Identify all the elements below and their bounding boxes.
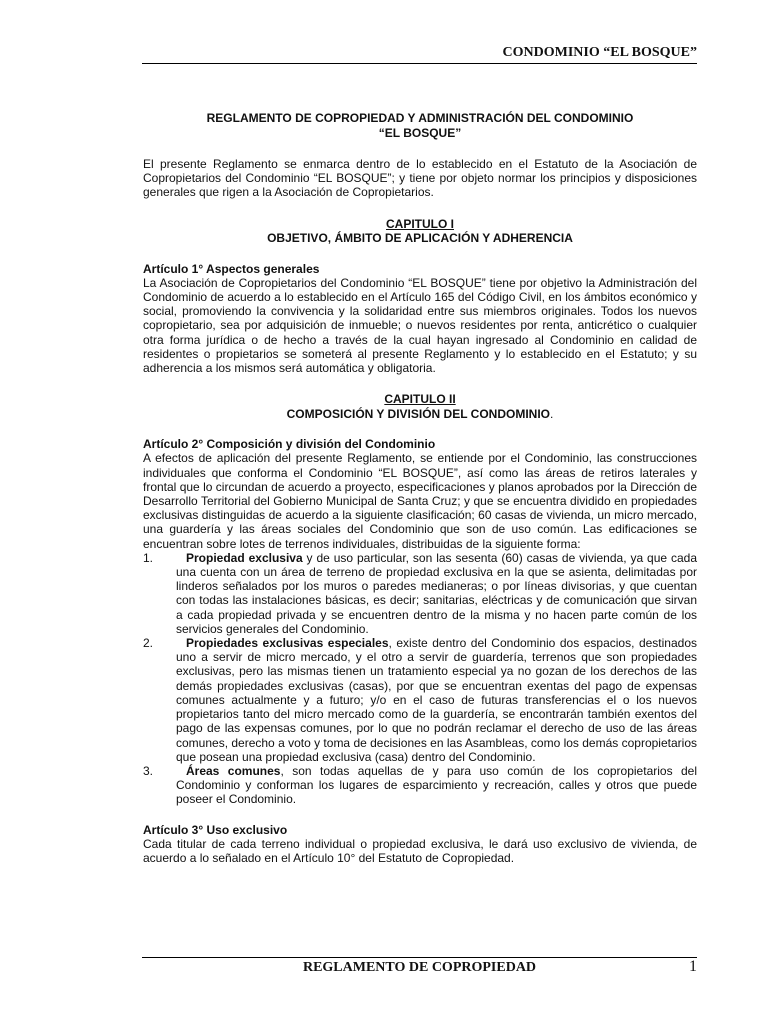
article-3-body: Cada titular de cada terreno individual o propiedad exclusiva, le dará uso exclusivo de vivienda, de acuerdo a lo señalado en el Artículo 10° del Estatuto de Copropiedad.: [143, 836, 697, 865]
page-footer: [142, 957, 697, 975]
article-1-body: La Asociación de Copropietarios del Condominio “EL BOSQUE” tiene por objetivo la Administración del Condominio de acuerdo a lo establecido en el Artículo 165 del Código Civil, en los ámbitos económico y social, promoviendo la convivencia y la solidaridad entre sus miembros originales. Todos los nuevos copropietario, sea por adquisición de inmueble; o nuevos residentes por renta, anticrético o cualquier otra forma jurídica o de hecho a través de la cual hayan ingresado al Condominio en calidad de residentes o propietarios se someterá al presente Reglamento y lo establecido en el Estatuto; y su adherencia a los mismos será automática y obligatoria.: [143, 275, 697, 376]
article-2-body: A efectos de aplicación del presente Reglamento, se entiende por el Condominio, las construcciones individuales que conforma el Condominio “EL BOSQUE”, así como las áreas de retiros laterales y frontal que lo circundan de acuerdo a proyecto, especificaciones y planos aprobados por la Dirección de Desarrollo Territorial del Gobierno Municipal de Santa Cruz; y que se encuentra dividido en propiedades exclusivas distinguidas de acuerdo a la siguiente clasificación; 60 casas de vivienda, un micro mercado, una guardería y las áreas sociales del Condominio que son de uso común. Las edificaciones se encuentran sobre lotes de terrenos individuales, distribuidas de la siguiente forma:: [143, 451, 697, 551]
list-item-lead: Áreas comunes: [186, 763, 281, 778]
chapter-2-title-suffix: .: [550, 406, 554, 421]
list-item-lead: Propiedades exclusivas especiales: [186, 636, 389, 651]
list-item-text: , existe dentro del Condominio dos espacios, destinados uno a servir de micro mercado, y el otro a servir de guardería, terrenos que son propiedades exclusivas, pero las mismas tienen un tratamiento especial ya no gozan de los derechos de las demás propiedades exclusivas (casas), por que se encuentran exentas del pago de expensas comunes actualmente y a futuro; y/o en el caso de futuras transferencias el o los nuevos propietarios tanto del micro mercado como de la guardería, se encontrarán también exentos del pago de las expensas comunes, por lo que no podrán reclamar el derecho de uso de las áreas comunes, derecho a voto y toma de decisiones en las Asambleas, como los demás copropietarios que posean una propiedad exclusiva (casa) dentro del Condominio.: [176, 636, 697, 764]
intro-paragraph: El presente Reglamento se enmarca dentro de lo establecido en el Estatuto de la Asociación de Copropietarios del Condominio “EL BOSQUE”; y tiene por objeto normar los principios y disposiciones generales que rigen a la Asociación de Copropietarios.: [143, 157, 697, 200]
article-3-title: Artículo 3° Uso exclusivo: [143, 822, 288, 837]
document-title: [143, 111, 697, 140]
document-body: [143, 111, 697, 865]
article-2-list: [143, 551, 697, 807]
list-item: [143, 551, 697, 636]
header-title: CONDOMINIO “EL BOSQUE”: [502, 45, 697, 60]
chapter-1-title: OBJETIVO, ÁMBITO DE APLICACIÓN Y ADHERENCIA: [267, 231, 573, 246]
chapter-1-heading: [143, 217, 697, 246]
chapter-2-title: COMPOSICIÓN Y DIVISIÓN DEL CONDOMINIO: [286, 406, 551, 421]
document-title-line2: “EL BOSQUE”: [378, 125, 462, 140]
page-number: 1: [689, 958, 697, 975]
list-item-lead: Propiedad exclusiva: [186, 550, 303, 565]
article-2-title: Artículo 2° Composición y división del Condominio: [143, 437, 436, 452]
list-item-number: 2.: [143, 636, 154, 651]
list-item-text: y de uso particular, son las sesenta (60) casas de vivienda, ya que cada una cuenta con un área de terreno de propiedad exclusiva en la que se asienta, delimitadas por linderos señalados por los muros o paredes medianeras; o por líneas divisorias, y que cuentan con todas las instalaciones básicas, es decir; sanitarias, eléctricas y de comunicación que sirvan a cada propiedad privada y se encuentren dentro de la misma y no hacen parte común de los servicios generales del Condominio.: [176, 550, 697, 636]
chapter-2-number: CAPITULO II: [384, 392, 456, 407]
list-item-text: , son todas aquellas de y para uso común de los copropietarios del Condominio y conforman los lugares de esparcimiento y recreación, calles y otros que puede poseer el Condominio.: [176, 763, 698, 807]
page-header: [142, 46, 697, 64]
footer-title: REGLAMENTO DE COPROPIEDAD: [302, 960, 537, 975]
list-item: [143, 764, 697, 807]
chapter-2-heading: [143, 392, 697, 421]
document-title-line1: REGLAMENTO DE COPROPIEDAD Y ADMINISTRACIÓN DEL CONDOMINIO: [206, 111, 634, 125]
list-item-number: 1.: [143, 550, 154, 565]
list-item-number: 3.: [143, 763, 154, 778]
article-1-title: Artículo 1° Aspectos generales: [143, 261, 320, 276]
chapter-1-number: CAPITULO I: [386, 216, 454, 231]
list-item: [143, 636, 697, 764]
